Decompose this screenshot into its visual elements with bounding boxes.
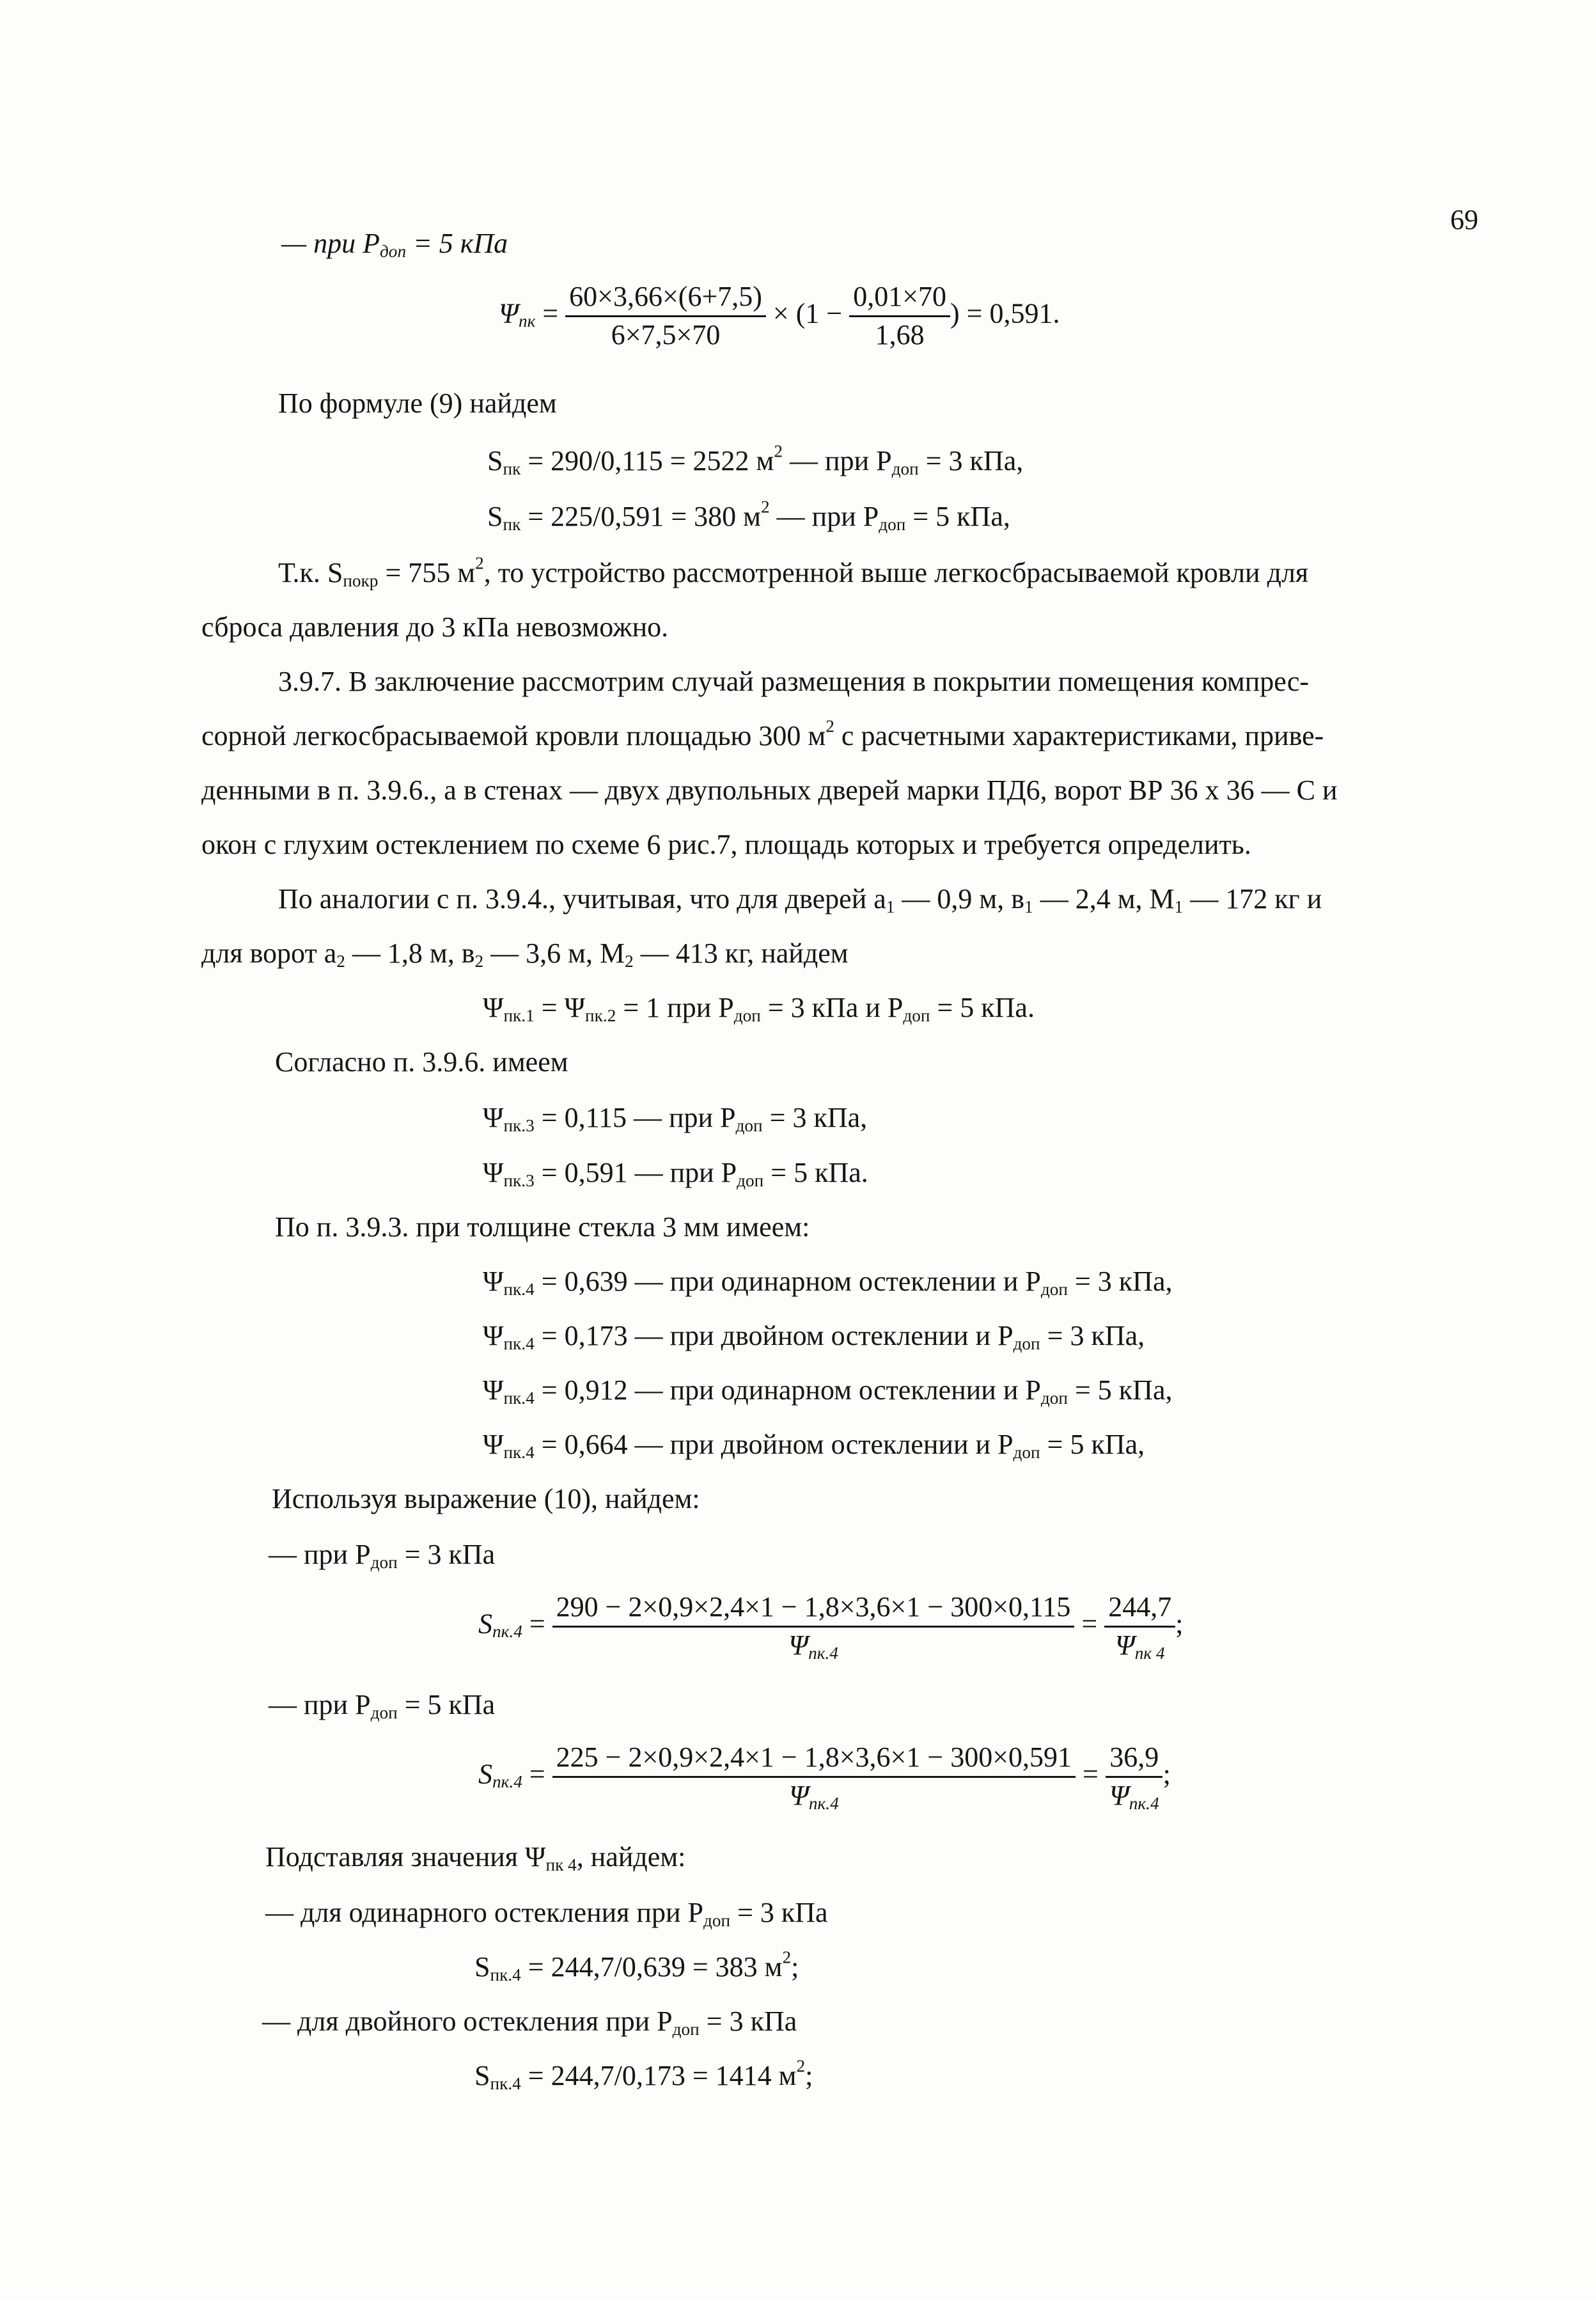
p397-line-3: денными в п. 3.9.6., а в стенах — двух двупольных дверей марки ПД6, ворот ВР 36 х 36 — С и xyxy=(201,774,1338,806)
glass-intro: По п. 3.9.3. при толщине стекла 3 мм имеем: xyxy=(275,1211,810,1243)
fraction-numerator-3kpa: $\frac{290 - 2\times 0,9\times 2,4\times 1 - 1,8\times 3,6\times 1 - 300\times 0,115}{\Psi_{пк.4}}$ xyxy=(552,1590,1075,1663)
result-double-glazing: $S_{пк.4} = 244,7/0,173 = 1414$ $м^2$; xyxy=(474,2056,813,2093)
use10-line: Используя выражение (10), найдем: xyxy=(272,1483,700,1514)
fraction-factor: $\frac{0,01\times 70}{1,68}$ xyxy=(849,280,950,352)
p397-line-4: окон с глухим остеклением по схеме 6 рис.7, площадь которых и требуется определить. xyxy=(201,829,1251,860)
psi-4-line: $\Psi_{пк.4} = 0,664$ — при двойном остеклении и $P_{доп} = 5$ кПа, xyxy=(483,1429,1145,1462)
psi-pk-equation: $\Psi_{пк}$ = $\frac{60\times 3,66\times(6+7,5)}{6\times 7,5\times 70}$ × (1 − $\frac{0,01\times 70}{1,68}$ ) = 0,591. xyxy=(499,280,1060,352)
analog-line-2: для ворот $a_2$ — 1,8 м, $в_2$ — 3,6 м, $M_2$ — 413 кг, найдем xyxy=(201,938,849,971)
fraction-numerator-5kpa: $\frac{225 - 2\times 0,9\times 2,4\times 1 - 1,8\times 3,6\times 1 - 300\times 0,591}{\Psi_{пк.4}}$ xyxy=(552,1741,1076,1813)
case-p5-heading: — при $P_{доп} = 5$ кПа xyxy=(281,228,508,261)
s-pk-result-5kpa: $S_{пк} = 225/0,591 = 380$ $м^2$ — при $P_{доп} = 5$ кПа, xyxy=(487,497,1010,534)
fraction-main: $\frac{60\times 3,66\times(6+7,5)}{6\times 7,5\times 70}$ xyxy=(565,280,766,352)
p397-line-1: 3.9.7. В заключение рассмотрим случай размещения в покрытии помещения компрес- xyxy=(278,666,1310,697)
psi-3-line: $\Psi_{пк.3} = 0,591$ — при $P_{доп} = 5$ кПа. xyxy=(483,1157,868,1190)
s-pk4-equation-3kpa: $S_{пк.4}$ = $\frac{290 - 2\times 0,9\times 2,4\times 1 - 1,8\times 3,6\times 1 - 300\times 0,115}{\Psi_{пк.4}}$ = $\frac{244,7}{\Psi_{пк 4}}$ ; xyxy=(478,1591,1184,1663)
soglasno-line: Согласно п. 3.9.6. имеем xyxy=(275,1046,568,1078)
fraction-result-3kpa: $\frac{244,7}{\Psi_{пк 4}}$ xyxy=(1104,1590,1175,1663)
page-number: 69 xyxy=(1450,204,1478,235)
analog-line-1: По аналогии с п. 3.9.4., учитывая, что для дверей $a_1$ — 0,9 м, $в_1$ — 2,4 м, $M_1$ — 172 кг и xyxy=(278,883,1322,916)
p397-line-2: сорной легкосбрасываемой кровли площадью 300 $м^2$ с расчетными характеристиками, приве- xyxy=(201,716,1324,751)
subst-line: Подставляя значения $\Psi_{пк 4}$, найдем: xyxy=(265,1841,686,1874)
double-glazing-heading: — для двойного остекления при $P_{доп} = 3$ кПа xyxy=(262,2006,797,2039)
formula9-intro: По формуле (9) найдем xyxy=(278,388,557,419)
psi-3-line: $\Psi_{пк.3} = 0,115$ — при $P_{доп} = 3$ кПа, xyxy=(483,1102,868,1135)
tk-line-1: Т.к. $S_{покр} = 755$ $м^2$, то устройство рассмотренной выше легкосбрасываемой кровли для xyxy=(278,553,1309,590)
psi-4-line: $\Psi_{пк.4} = 0,639$ — при одинарном остеклении и $P_{доп} = 3$ кПа, xyxy=(483,1266,1173,1299)
case-3kpa-heading: — при $P_{доп} = 3$ кПа xyxy=(269,1539,496,1572)
psi-4-line: $\Psi_{пк.4} = 0,912$ — при одинарном остеклении и $P_{доп} = 5$ кПа, xyxy=(483,1374,1173,1408)
psi-12-line: $\Psi_{пк.1} = \Psi_{пк.2} = 1$ при $P_{доп} = 3$ кПа и $P_{доп} = 5$ кПа. xyxy=(483,992,1035,1025)
fraction-result-5kpa: $\frac{36,9}{\Psi_{пк.4}}$ xyxy=(1106,1741,1163,1813)
result-single-glazing: $S_{пк.4} = 244,7/0,639 = 383$ $м^2$; xyxy=(474,1947,799,1984)
psi-4-line: $\Psi_{пк.4} = 0,173$ — при двойном остеклении и $P_{доп} = 3$ кПа, xyxy=(483,1320,1145,1353)
single-glazing-heading: — для одинарного остекления при $P_{доп} = 3$ кПа xyxy=(265,1897,828,1930)
s-pk-result-3kpa: $S_{пк} = 290/0,115 = 2522$ $м^2$ — при $P_{доп} = 3$ кПа, xyxy=(487,441,1024,478)
s-pk4-equation-5kpa: $S_{пк.4}$ = $\frac{225 - 2\times 0,9\times 2,4\times 1 - 1,8\times 3,6\times 1 - 300\times 0,591}{\Psi_{пк.4}}$ = $\frac{36,9}{\Psi_{пк.4}}$ ; xyxy=(478,1741,1171,1813)
case-5kpa-heading: — при $P_{доп} = 5$ кПа xyxy=(269,1689,496,1722)
tk-line-2: сброса давления до 3 кПа невозможно. xyxy=(201,611,669,643)
